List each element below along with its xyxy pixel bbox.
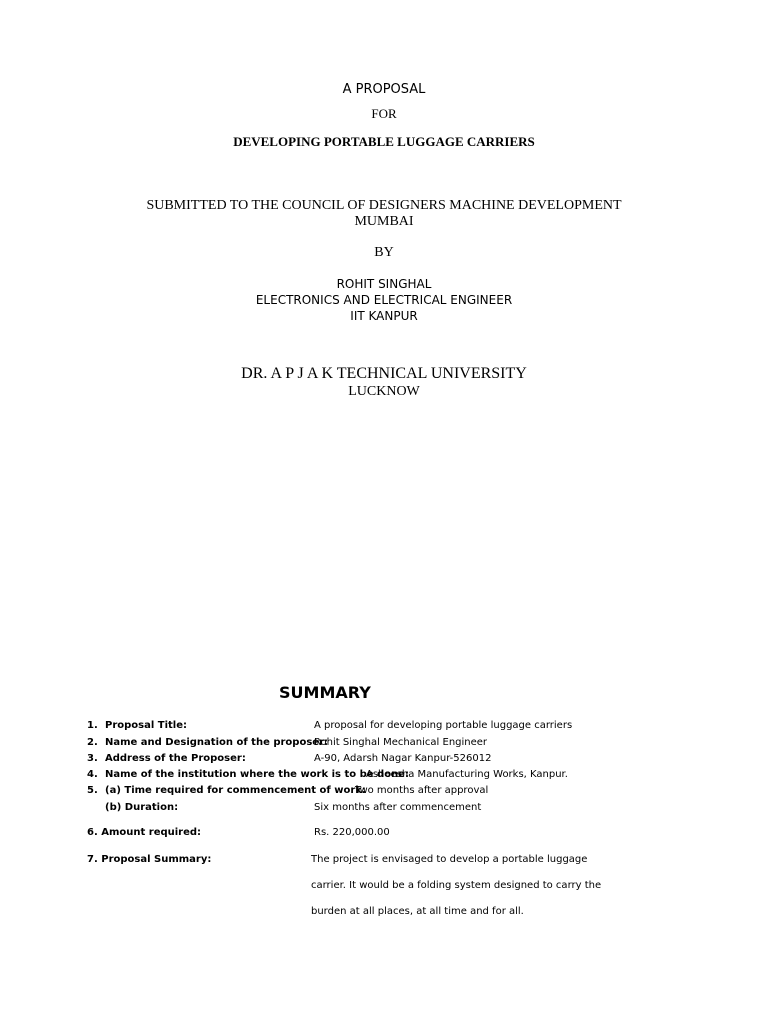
for-text: FOR: [371, 106, 397, 121]
summary-item-value: A proposal for developing portable luggage carriers: [314, 720, 573, 731]
project-title: DEVELOPING PORTABLE LUGGAGE CARRIERS: [233, 134, 535, 149]
summary-item-label: Name of the institution where the work is to be done:: [105, 769, 409, 780]
summary-item-label: Address of the Proposer:: [105, 753, 246, 764]
university-name: DR. A P J A K TECHNICAL UNIVERSITY: [241, 365, 527, 382]
summary-item-label: Name and Designation of the proposer:: [105, 737, 328, 748]
author-designation: ELECTRONICS AND ELECTRICAL ENGINEER: [255, 293, 513, 307]
summary-item-number: 1.: [87, 720, 98, 731]
university-city: LUCKNOW: [348, 384, 420, 399]
summary-item-label: (a) Time required for commencement of work:: [105, 785, 366, 796]
proposal-summary-line: The project is envisaged to develop a portable luggage: [311, 854, 588, 865]
by-text: BY: [374, 245, 394, 260]
summary-item-number: 5.: [87, 785, 98, 796]
summary-item-label: (b) Duration:: [105, 802, 179, 813]
summary-item-number: 4.: [87, 769, 98, 780]
summary-item-value: Rohit Singhal Mechanical Engineer: [314, 737, 488, 748]
author-institute: IIT KANPUR: [350, 309, 418, 323]
amount-label: 6. Amount required:: [87, 827, 202, 838]
summary-item-label: Proposal Title:: [105, 720, 188, 731]
summary-item-number: 2.: [87, 737, 98, 748]
amount-value: Rs. 220,000.00: [314, 827, 390, 838]
author-name: ROHIT SINGHAL: [336, 277, 432, 291]
summary-item-value: Two months after approval: [355, 785, 489, 796]
summary-heading: SUMMARY: [279, 683, 371, 702]
proposal-summary-line: burden at all places, at all time and for all.: [311, 906, 524, 917]
summary-item-value: Asheesha Manufacturing Works, Kanpur.: [366, 769, 568, 780]
summary-item-value: A-90, Adarsh Nagar Kanpur-526012: [314, 753, 492, 764]
proposal-summary-line: carrier. It would be a folding system designed to carry the: [311, 880, 602, 891]
summary-item-value: Six months after commencement: [314, 802, 482, 813]
submitted-to-city: MUMBAI: [354, 214, 414, 229]
submitted-to-line: SUBMITTED TO THE COUNCIL OF DESIGNERS MACHINE DEVELOPMENT: [146, 198, 622, 213]
proposal-heading: A PROPOSAL: [342, 82, 426, 97]
proposal-summary-label: 7. Proposal Summary:: [87, 854, 212, 865]
summary-item-number: 3.: [87, 753, 98, 764]
